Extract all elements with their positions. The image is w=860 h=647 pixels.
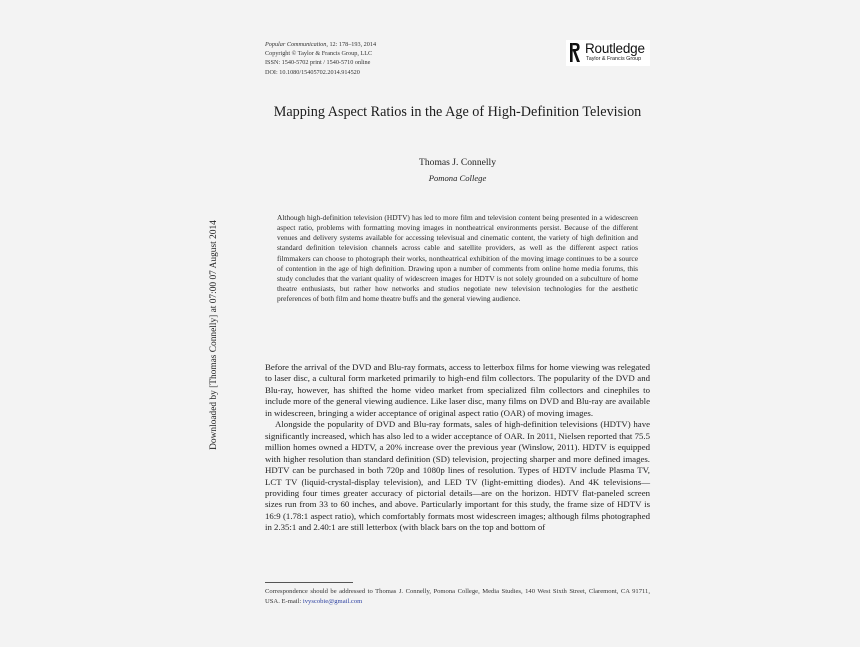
copyright-line: Copyright © Taylor & Francis Group, LLC xyxy=(265,50,373,58)
correspondence-footnote xyxy=(265,587,650,606)
publication-metadata xyxy=(265,40,376,77)
abstract: Although high-definition television (HDTV) has led to more film and television content being presented in a widescreen aspect ratio, problems with formatting moving images in nontheatrical environments persist. Because of the different venues and delivery systems available for accessing televisual and cinematic content, the variety of high definition and standard definition television channels across cable and satellite providers, as well as the different aspect ratios filmmakers can choose to photograph their works, nontheatrical exhibition of the moving image continues to be a source of contention in the age of high definition. Drawing upon a number of comments from online home media forums, this study concludes that the variant quality of widescreen images for HDTV is not solely grounded on a subculture of home theatre enthusiasts, but rather how networks and studios negotiate new television technologies for the aesthetic preferences of both film and home theatre buffs and the general viewing audience. xyxy=(277,213,638,304)
journal-name: Popular Communication xyxy=(265,41,327,48)
publisher-logo xyxy=(566,40,650,66)
download-watermark-text: Downloaded by [Thomas Connelly] at 07:00 07 August 2014 xyxy=(209,220,219,450)
journal-citation xyxy=(265,40,376,49)
body-paragraph: Alongside the popularity of DVD and Blu-ray formats, sales of high-definition televisions (HDTV) have significantly increased, which has also led to a wider acceptance of OAR. In 2011, Nielsen reported that 75.5 million homes owned a HDTV, a 20% increase over the previous year (Winslow, 2011). HDTV is equipped with higher resolution than standard definition (SD) television, projecting sharper and more defined images. HDTV can be purchased in both 720p and 1080p lines of resolution. Types of HDTV include Plasma TV, LCT TV (liquid-crystal-display television), and LED TV (light-emitting diodes). And 4K televisions—providing four times greater accuracy of pictorial details—are on the horizon. HDTV flat-paneled screen sizes run from 33 to 60 inches, and above. Particularly important for this study, the frame size of HDTV is 16:9 (1.78:1 aspect ratio), which comfortably formats most widescreen images; although films photographed in 2.35:1 and 2.40:1 are still letterbox (with black bars on the top and bottom of xyxy=(265,419,650,533)
routledge-r-icon xyxy=(569,42,581,63)
publisher-subtitle: Taylor & Francis Group xyxy=(586,56,642,62)
footnote-text: Correspondence should be addressed to Thomas J. Connelly, Pomona College, Media Studies, 140 West Sixth Street, Claremont, CA 91711, USA. E-mail: xyxy=(265,588,650,605)
issn-line: ISSN: 1540-5702 print / 1540-5710 online xyxy=(265,59,371,67)
footnote-rule xyxy=(265,582,353,583)
author-name: Thomas J. Connelly xyxy=(418,157,496,168)
doi-line: DOI: 10.1080/15405702.2014.914520 xyxy=(265,68,360,76)
article-title: Mapping Aspect Ratios in the Age of High-Definition Television xyxy=(273,104,642,120)
body-text xyxy=(265,362,650,534)
email-link[interactable]: ivyscobie@gmail.com xyxy=(302,597,363,605)
author-affiliation: Pomona College xyxy=(428,173,487,183)
body-paragraph: Before the arrival of the DVD and Blu-ray formats, access to letterbox films for home viewing was relegated to laser disc, a cultural form marketed primarily to high-end film collectors. The popularity of the DVD and Blu-ray, however, has shifted the home video market from specialized film collectors and cinephiles to include more of the general viewing audience. Like laser disc, many films on DVD and Blu-ray are available in widescreen, bringing a wider acceptance of original aspect ratio (OAR) of moving images. xyxy=(265,362,650,418)
volume-pages: , 12: 178–193, 2014 xyxy=(326,41,377,48)
publisher-name: Routledge xyxy=(585,41,645,56)
